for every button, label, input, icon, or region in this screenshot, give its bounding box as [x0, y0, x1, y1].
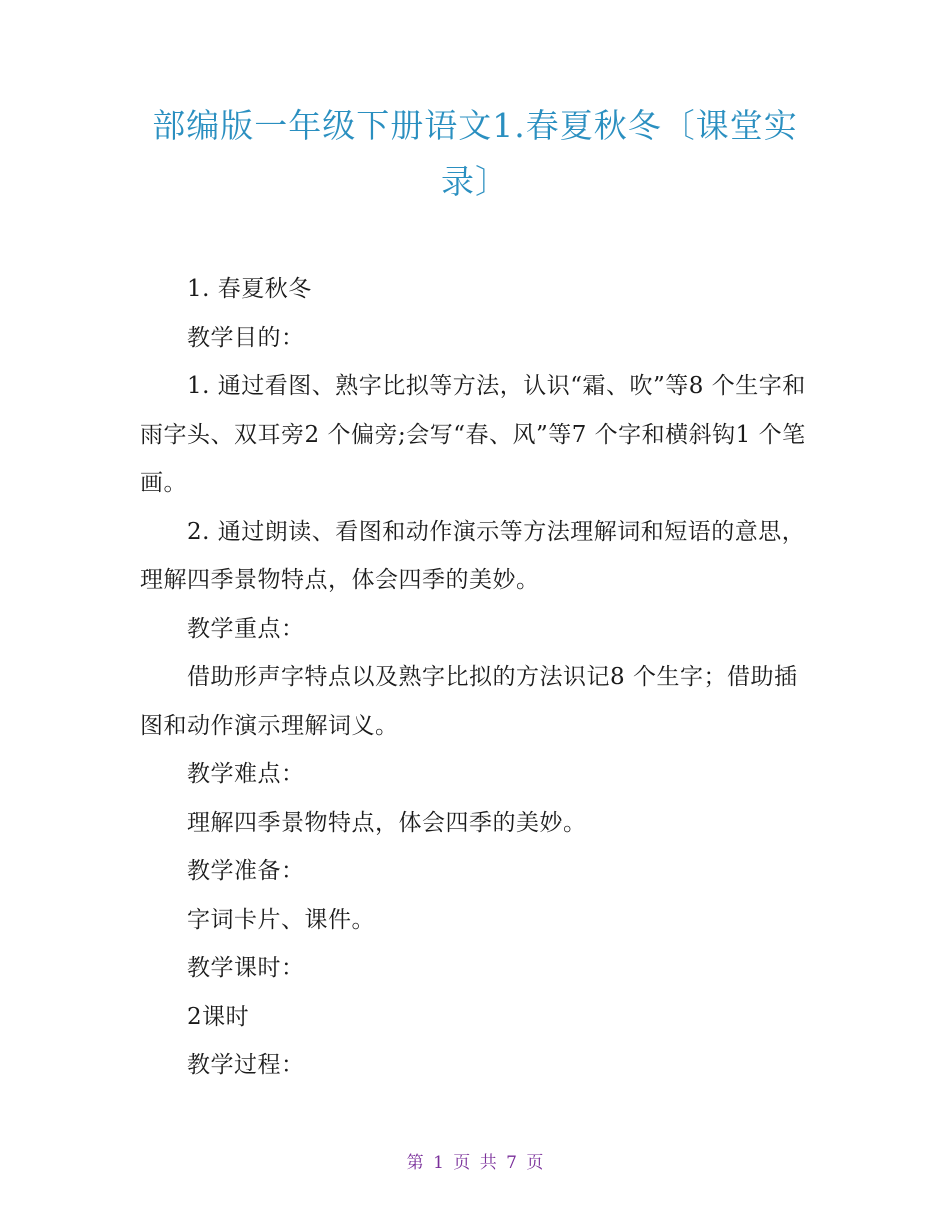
process-heading: 教学过程： — [187, 1052, 305, 1078]
lesson-hours-text: 2课时 — [187, 1003, 250, 1030]
difficulties-text: 理解四季景物特点，体会四季的美妙。 — [187, 809, 587, 836]
objectives-heading: 教学目的： — [187, 324, 305, 351]
preparation-heading: 教学准备： — [187, 858, 305, 884]
section-heading: 1. 春夏秋冬 — [187, 276, 312, 302]
objective-1: 1. 通过看图、熟字比拟等方法，认识“霜、吹”等8 个生字和雨字头、双耳旁2 个偏旁;会写“春、风”等7 个字和横斜钩1 个笔画。 — [140, 373, 806, 496]
document-body — [140, 265, 820, 1090]
page-footer: 第 1 页 共 7 页 — [406, 1153, 544, 1173]
difficulties-heading: 教学难点： — [187, 761, 305, 787]
lesson-hours-heading: 教学课时： — [187, 955, 305, 981]
document-title: 部编版一年级下册语文1.春夏秋冬〔课堂实录〕 — [152, 106, 798, 201]
key-points-heading: 教学重点： — [187, 615, 305, 642]
preparation-text: 字词卡片、课件。 — [187, 906, 375, 933]
objective-2: 2. 通过朗读、看图和动作演示等方法理解词和短语的意思，理解四季景物特点，体会四季的美妙。 — [140, 518, 806, 593]
key-points-text: 借助形声字特点以及熟字比拟的方法识记8 个生字；借助插图和动作演示理解词义。 — [140, 664, 798, 739]
